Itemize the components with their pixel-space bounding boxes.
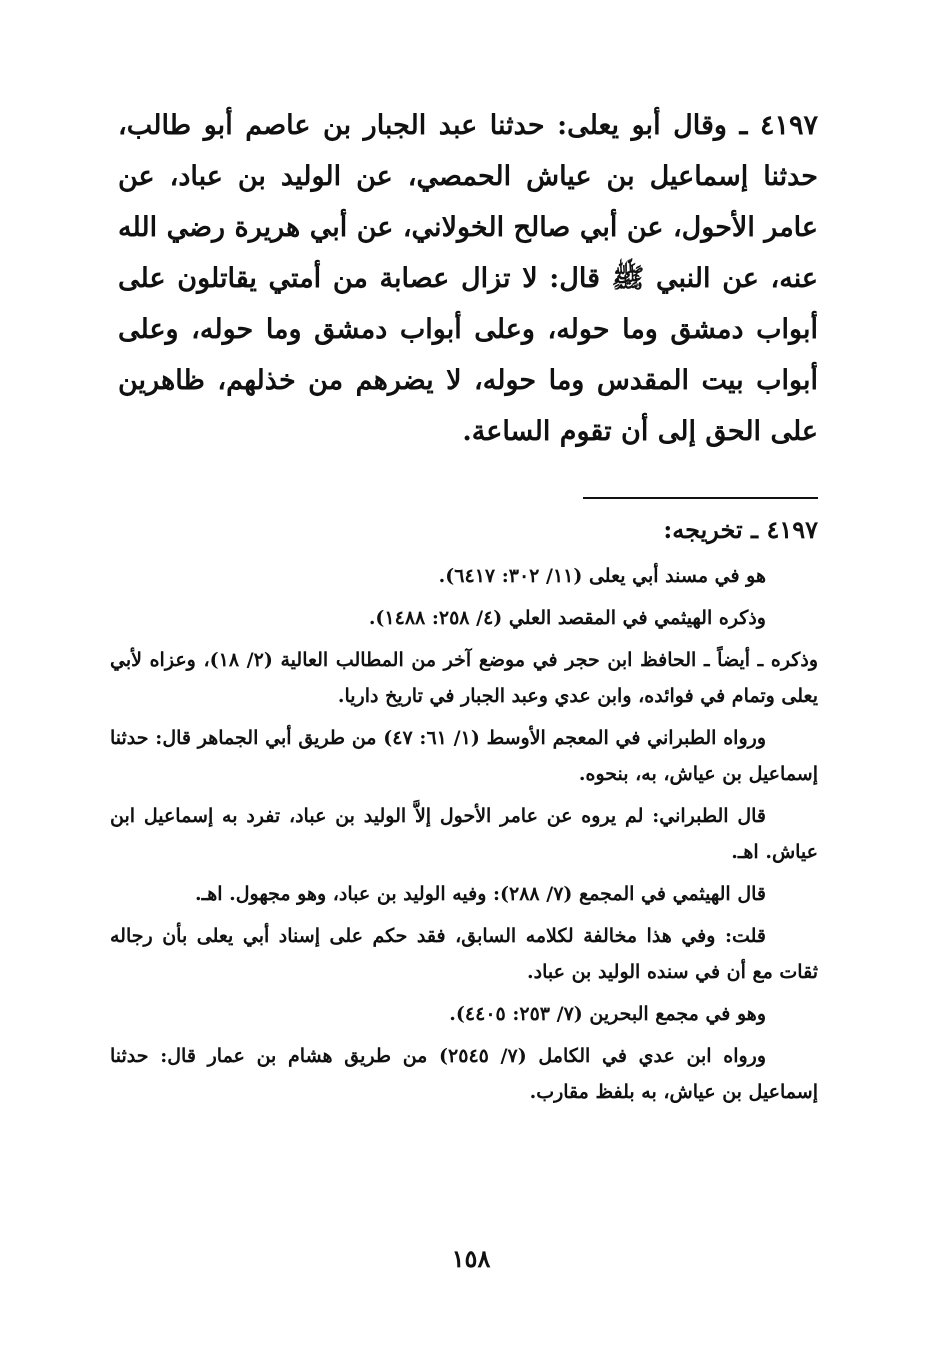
page-number: ١٥٨: [451, 1244, 491, 1273]
takhrij-paragraph: قال الطبراني: لم يروه عن عامر الأحول إلاَّ الوليد بن عباد، تفرد به إسماعيل ابن عياش. اهـ.: [110, 805, 818, 863]
hadith-text-block: [118, 100, 818, 457]
takhrij-title: تخريجه:: [663, 515, 743, 544]
hadith-number: ٤١٩٧: [759, 110, 818, 141]
takhrij-paragraph: هو في مسند أبي يعلى (١١/ ٣٠٢: ٦٤١٧).: [438, 565, 766, 587]
takhrij-paragraph: وهو في مجمع البحرين (٧/ ٢٥٣: ٤٤٠٥).: [449, 1003, 766, 1025]
takhrij-paragraph: قال الهيثمي في المجمع (٧/ ٢٨٨): وفيه الوليد بن عباد، وهو مجهول. اهـ.: [195, 883, 766, 905]
takhrij-paragraph: ورواه ابن عدي في الكامل (٧/ ٢٥٤٥) من طريق هشام بن عمار قال: حدثنا إسماعيل بن عياش، به بلفظ مقارب.: [110, 1045, 818, 1103]
takhrij-paragraph: وذكره الهيثمي في المقصد العلي (٤/ ٢٥٨: ١٤٨٨).: [368, 607, 766, 629]
takhrij-heading: [110, 512, 818, 548]
hadith-body: وقال أبو يعلى: حدثنا عبد الجبار بن عاصم أبو طالب، حدثنا إسماعيل بن عياش الحمصي، عن الوليد بن عباد، عن عامر الأحول، عن أبي صالح الخولاني، عن أبي هريرة رضي الله عنه، عن النبي ﷺ قال: لا تزال عصابة من أمتي يقاتلون على أبواب دمشق وما حوله، وعلى أبواب دمشق وما حوله، وعلى أبواب بيت المقدس وما حوله، لا يضرهم من خذلهم، ظاهرين على الحق إلى أن تقوم الساعة.: [118, 110, 818, 447]
takhrij-number: ٤١٩٧: [766, 515, 818, 544]
footnote-divider: [583, 497, 818, 499]
takhrij-dash: ـ: [751, 515, 759, 544]
takhrij-paragraph: ورواه الطبراني في المعجم الأوسط (١/ ٦١: ٤٧) من طريق أبي الجماهر قال: حدثنا إسماعيل بن عياش، به، بنحوه.: [110, 727, 818, 785]
hadith-dash: ـ: [739, 110, 748, 141]
takhrij-paragraph: قلت: وفي هذا مخالفة لكلامه السابق، فقد حكم على إسناد أبي يعلى بأن رجاله ثقات مع أن في سنده الوليد بن عباد.: [110, 925, 818, 983]
takhrij-paragraph: وذكره ـ أيضاً ـ الحافظ ابن حجر في موضع آخر من المطالب العالية (٢/ ١٨)، وعزاه لأبي يعلى وتمام في فوائده، وابن عدي وعبد الجبار في تاريخ داريا.: [110, 649, 818, 707]
takhrij-section: [110, 512, 818, 1116]
